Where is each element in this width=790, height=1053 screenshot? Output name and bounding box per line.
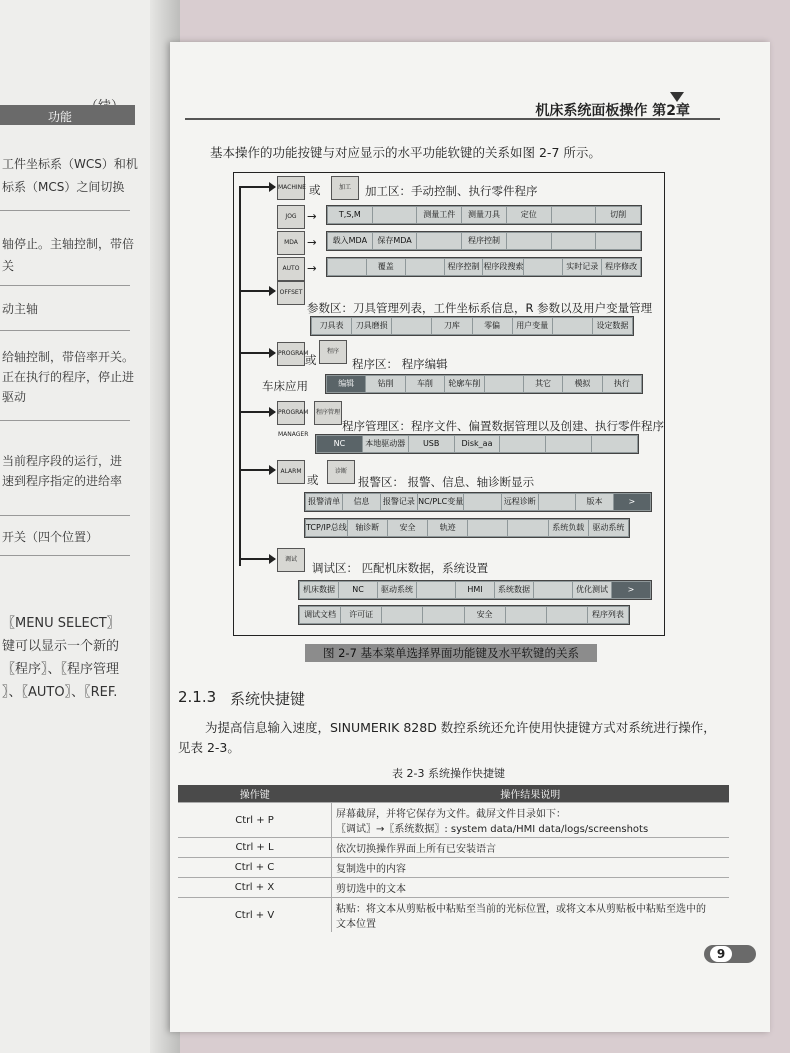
softkey-bar	[326, 205, 642, 225]
left-page-line: 开关（四个位置）	[2, 530, 99, 544]
auto-key[interactable]: AUTO	[277, 257, 305, 281]
softkey[interactable]: 许可证	[341, 607, 381, 623]
softkey[interactable]	[508, 520, 547, 536]
divider	[0, 420, 130, 421]
table-row	[178, 858, 729, 878]
softkey[interactable]	[382, 607, 422, 623]
shortcut-description	[332, 898, 730, 933]
left-page-line: 〗、〖AUTO〗、〖REF.	[2, 685, 118, 700]
shortcut-description	[332, 878, 730, 898]
softkey[interactable]: HMI	[456, 582, 494, 598]
table-row	[178, 878, 729, 898]
softkey[interactable]: 定位	[507, 207, 551, 223]
description-line: 剪切选中的文本	[336, 884, 406, 895]
softkey[interactable]	[539, 494, 575, 510]
section-number: 2.1.3	[178, 688, 217, 706]
description-line: 屏幕截屏，并将它保存为文件。截屏文件目录如下：	[336, 809, 566, 820]
shortcut-key: Ctrl + L	[178, 838, 332, 858]
left-page-line: 〖MENU SELECT〗	[2, 616, 120, 631]
header-title: 机床系统面板操作 第2章	[535, 103, 690, 119]
softkey[interactable]: 机床数据	[300, 582, 338, 598]
softkey[interactable]: 编辑	[327, 376, 365, 392]
softkey[interactable]: 报警清单	[306, 494, 342, 510]
arrow-icon	[239, 558, 275, 560]
arrow-icon	[239, 290, 275, 292]
mda-key[interactable]: MDA	[277, 231, 305, 255]
softkey[interactable]: 驱动系统	[589, 520, 628, 536]
softkey-bar	[298, 605, 630, 625]
group-description: 参数区：刀具管理列表，工件坐标系信息，R 参数以及用户变量管理	[307, 301, 653, 315]
program-manager-alt-key[interactable]: 程序管理	[314, 401, 342, 425]
softkey[interactable]: NC/PLC变量	[418, 494, 463, 510]
shortcut-description	[332, 858, 730, 878]
softkey[interactable]: 载入MDA	[328, 233, 372, 249]
softkey[interactable]: 安全	[388, 520, 427, 536]
softkey[interactable]: USB	[409, 436, 454, 452]
softkey[interactable]	[417, 233, 461, 249]
group-description: 调试区： 匹配机床数据，系统设置	[312, 561, 489, 575]
left-page-line: 驱动	[2, 390, 27, 404]
softkey[interactable]	[534, 582, 572, 598]
group-description: 报警区： 报警、信息、轴诊断显示	[358, 475, 535, 489]
jog-key[interactable]: JOG	[277, 205, 305, 229]
figure-caption: 图 2-7 基本菜单选择界面功能键及水平软键的关系	[305, 644, 597, 662]
arrow-icon: →	[307, 209, 317, 223]
softkey[interactable]: 安全	[465, 607, 505, 623]
next-page-button[interactable]: >	[614, 494, 650, 510]
left-page-line: 速到程序指定的进给率	[2, 474, 123, 488]
softkey[interactable]: 程序控制	[445, 259, 483, 275]
left-page-line: 动主轴	[2, 302, 39, 316]
softkey[interactable]: 保存MDA	[373, 233, 417, 249]
softkey[interactable]: 刀库	[432, 318, 471, 334]
softkey[interactable]	[328, 259, 366, 275]
softkey-bar	[326, 231, 642, 251]
softkey[interactable]: 程序段搜索	[483, 259, 523, 275]
or-label: 或	[305, 353, 317, 367]
left-page	[0, 0, 170, 1053]
softkey[interactable]: 刀具磨损	[352, 318, 391, 334]
softkey-bar	[326, 257, 642, 277]
shortcut-description	[332, 803, 730, 838]
description-line: 复制选中的内容	[336, 864, 406, 875]
softkey[interactable]: 钻削	[366, 376, 404, 392]
body-line: 为提高信息输入速度，SINUMERIK 828D 数控系统还允许使用快捷键方式对系统进行操作，	[205, 720, 716, 735]
left-page-line: 标系（MCS）之间切换	[2, 180, 125, 194]
left-page-line: 键可以显示一个新的	[2, 639, 120, 654]
softkey[interactable]	[406, 259, 444, 275]
softkey-bar	[310, 316, 634, 336]
softkey[interactable]: 调试文档	[300, 607, 340, 623]
left-page-line: 〖程序〗、〖程序管理	[2, 662, 120, 677]
arrow-icon	[239, 469, 275, 471]
softkey[interactable]	[553, 318, 592, 334]
next-page-button[interactable]: >	[612, 582, 650, 598]
softkey[interactable]	[417, 582, 455, 598]
left-page-line: 当前程序段的运行，进	[2, 454, 123, 468]
or-label: 或	[309, 183, 321, 197]
or-label: 或	[307, 473, 319, 487]
machine-key[interactable]: MACHINE	[277, 176, 305, 200]
diagnosis-key[interactable]: 诊断	[327, 460, 355, 484]
softkey[interactable]	[464, 494, 500, 510]
turning-application-label: 车床应用	[262, 379, 308, 393]
machining-key[interactable]: 加工	[331, 176, 359, 200]
softkey[interactable]	[485, 376, 523, 392]
softkey-bar	[304, 492, 652, 512]
softkey[interactable]: TCP/IP总线	[306, 520, 347, 536]
softkey[interactable]: 车削	[406, 376, 444, 392]
softkey[interactable]: 程序修改	[602, 259, 640, 275]
offset-key[interactable]: OFFSET	[277, 281, 305, 305]
setup-key[interactable]: 调试	[277, 548, 305, 572]
arrow-icon: →	[307, 235, 317, 249]
softkey[interactable]	[552, 207, 596, 223]
softkey[interactable]	[373, 207, 417, 223]
softkey[interactable]: 程序列表	[588, 607, 628, 623]
softkey[interactable]: 轨迹	[428, 520, 467, 536]
softkey[interactable]: 报警记录	[381, 494, 417, 510]
softkey[interactable]: 驱动系统	[378, 582, 416, 598]
softkey[interactable]: 其它	[524, 376, 562, 392]
softkey[interactable]: 本地驱动器	[363, 436, 408, 452]
shortcut-key: Ctrl + X	[178, 878, 332, 898]
softkey[interactable]	[468, 520, 507, 536]
softkey-bar	[315, 434, 639, 454]
table-header-row	[178, 785, 729, 803]
softkey[interactable]: 执行	[603, 376, 641, 392]
divider	[0, 555, 130, 556]
program-alt-key[interactable]: 程序	[319, 340, 347, 364]
table-row	[178, 898, 729, 933]
header-triangle-icon	[670, 92, 684, 102]
connector-line	[239, 186, 241, 566]
group-description: 加工区：手动控制、执行零件程序	[365, 184, 538, 198]
softkey[interactable]: NC	[339, 582, 377, 598]
softkey[interactable]: 轴诊断	[348, 520, 387, 536]
program-key[interactable]: PROGRAM	[277, 342, 305, 366]
softkey[interactable]: 刀具表	[312, 318, 351, 334]
softkey[interactable]	[547, 607, 587, 623]
softkey[interactable]	[552, 233, 596, 249]
softkey[interactable]	[500, 436, 545, 452]
softkey[interactable]: 零偏	[473, 318, 512, 334]
program-manager-key[interactable]: PROGRAM MANAGER	[277, 401, 305, 425]
description-line: 文本位置	[336, 919, 376, 930]
section-title: 系统快捷键	[230, 690, 306, 708]
arrow-icon	[239, 352, 275, 354]
column-header: 操作键	[178, 785, 332, 803]
softkey[interactable]: 设定数据	[593, 318, 632, 334]
softkey[interactable]: 切削	[596, 207, 640, 223]
divider	[0, 210, 130, 211]
group-description: 程序区： 程序编辑	[352, 357, 448, 371]
softkey[interactable]: 优化测试	[573, 582, 611, 598]
softkey[interactable]: 远程诊断	[502, 494, 538, 510]
shortcut-table	[178, 785, 729, 932]
softkey[interactable]	[524, 259, 562, 275]
softkey[interactable]	[392, 318, 431, 334]
left-page-line: 轴停止。主轴控制，带倍	[2, 237, 135, 251]
softkey[interactable]: 版本	[576, 494, 612, 510]
softkey[interactable]: 系统数据	[495, 582, 533, 598]
arrow-icon	[239, 186, 275, 188]
table-row	[178, 838, 729, 858]
softkey[interactable]: 系统负载	[549, 520, 588, 536]
group-description: 程序管理区：程序文件、偏置数据管理以及创建、执行零件程序	[342, 419, 664, 433]
softkey[interactable]: 轮廓车削	[445, 376, 483, 392]
shortcut-key: Ctrl + C	[178, 858, 332, 878]
softkey[interactable]: Disk_aa	[455, 436, 500, 452]
description-line: 依次切换操作界面上所有已安装语言	[336, 844, 496, 855]
softkey[interactable]	[423, 607, 463, 623]
column-header: 操作结果说明	[332, 785, 730, 803]
arrow-icon	[239, 411, 275, 413]
running-header	[185, 100, 720, 120]
table-row	[178, 803, 729, 838]
softkey-bar	[298, 580, 652, 600]
softkey[interactable]: T,S,M	[328, 207, 372, 223]
softkey[interactable]	[592, 436, 637, 452]
softkey[interactable]: 模拟	[563, 376, 601, 392]
divider	[0, 330, 130, 331]
softkey[interactable]	[506, 607, 546, 623]
page-number-badge	[704, 945, 756, 963]
shortcut-description	[332, 838, 730, 858]
shortcut-key: Ctrl + P	[178, 803, 332, 838]
divider	[0, 515, 130, 516]
softkey[interactable]	[596, 233, 640, 249]
page-number: 9	[710, 946, 732, 962]
left-page-line: 功能	[48, 110, 73, 124]
softkey[interactable]: 程序控制	[462, 233, 506, 249]
softkey[interactable]: 信息	[343, 494, 379, 510]
divider	[0, 285, 130, 286]
left-page-line: 关	[2, 259, 15, 273]
softkey-bar	[325, 374, 643, 394]
softkey[interactable]: 用户变量	[513, 318, 552, 334]
left-page-line: 正在执行的程序，停止进	[2, 370, 135, 384]
table-caption: 表 2-3 系统操作快捷键	[392, 767, 505, 780]
left-page-line: 给轴控制，带倍率开关。	[2, 350, 135, 364]
description-line: 〖调试〗→〖系统数据〗: system data/HMI data/logs/screenshots	[336, 824, 649, 835]
left-table-header	[0, 105, 135, 125]
softkey[interactable]: NC	[317, 436, 362, 452]
shortcut-key: Ctrl + V	[178, 898, 332, 933]
softkey[interactable]	[546, 436, 591, 452]
softkey[interactable]: 实时记录	[563, 259, 601, 275]
arrow-icon: →	[307, 261, 317, 275]
intro-text: 基本操作的功能按键与对应显示的水平功能软键的关系如图 2-7 所示。	[210, 145, 601, 160]
alarm-key[interactable]: ALARM	[277, 460, 305, 484]
softkey[interactable]: 测量工件	[417, 207, 461, 223]
softkey[interactable]	[507, 233, 551, 249]
softkey[interactable]: 覆盖	[367, 259, 405, 275]
body-line: 见表 2-3。	[178, 740, 240, 755]
left-page-line: 工件坐标系（WCS）和机	[2, 157, 138, 171]
description-line: 粘贴：将文本从剪贴板中粘贴至当前的光标位置，或将文本从剪贴板中粘贴至选中的	[336, 904, 706, 915]
softkey-bar	[304, 518, 630, 538]
softkey[interactable]: 测量刀具	[462, 207, 506, 223]
